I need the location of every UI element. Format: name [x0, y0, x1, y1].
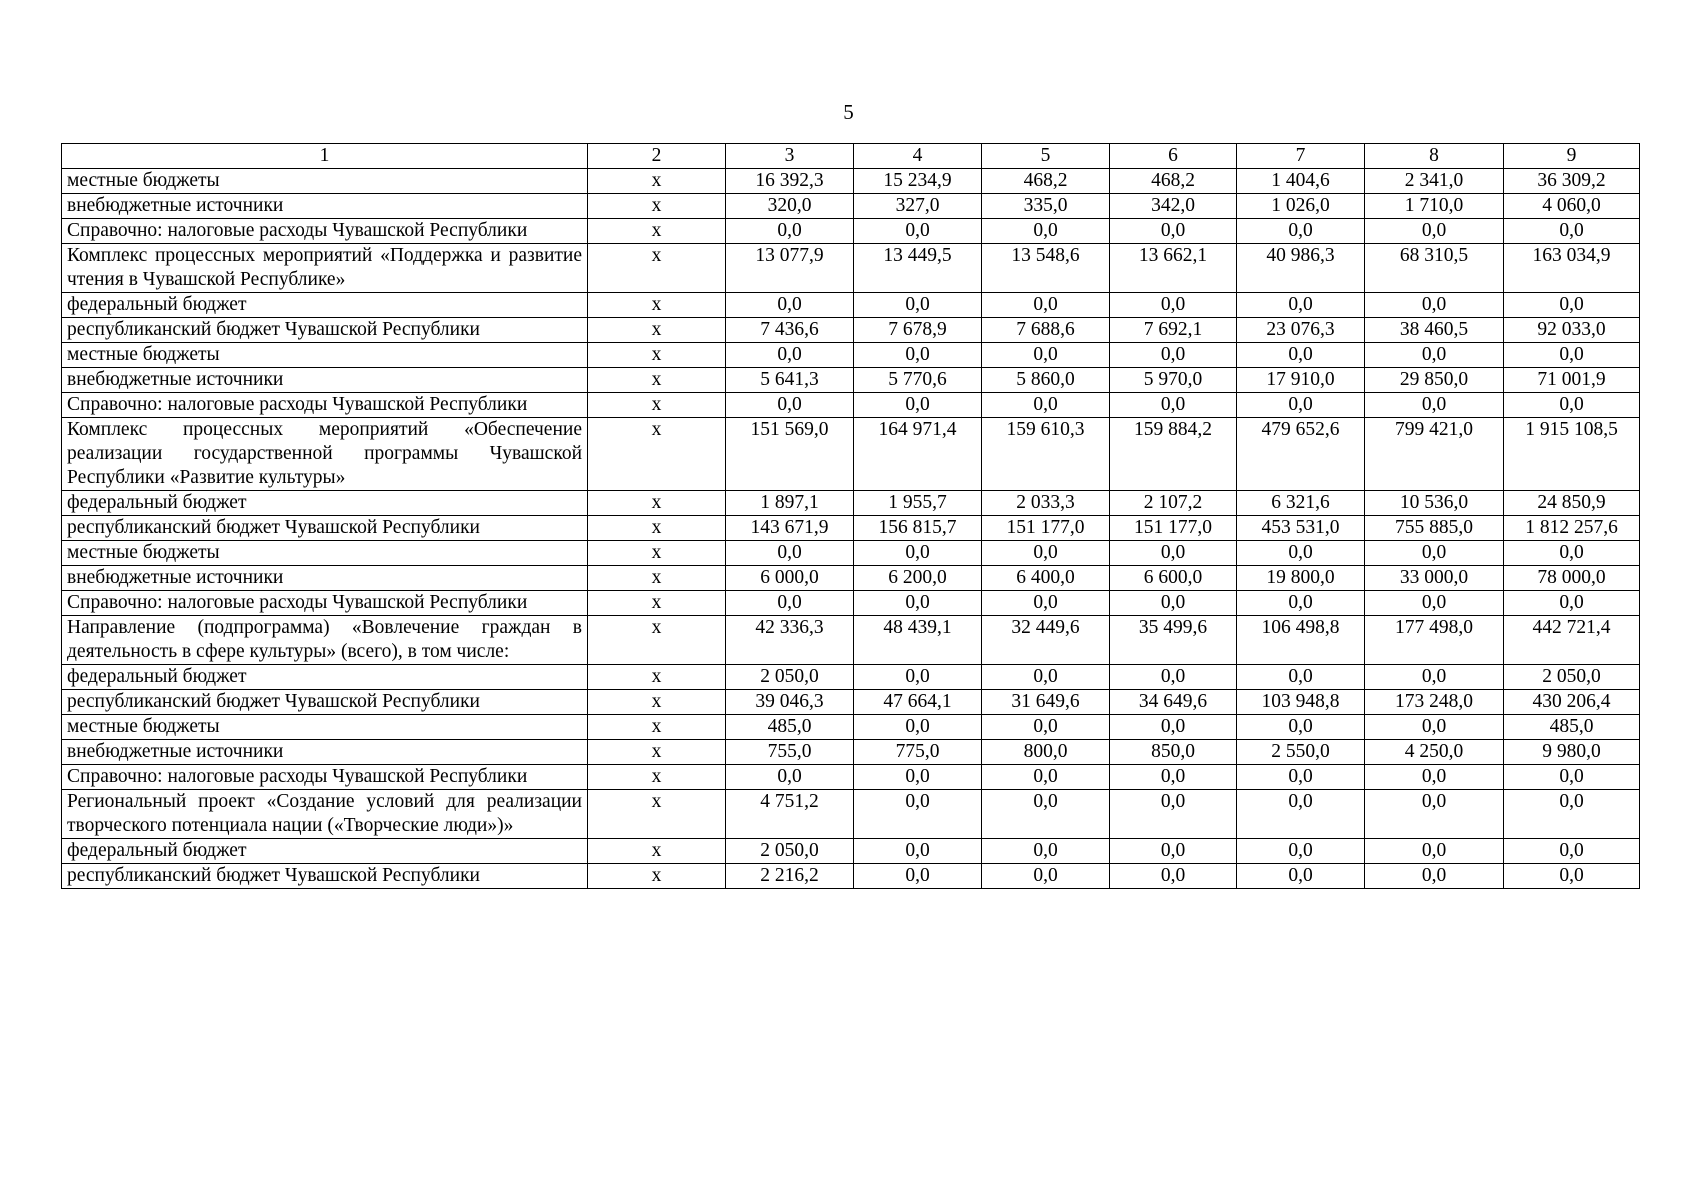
- row-value: 39 046,3: [726, 690, 854, 715]
- row-value: 6 600,0: [1110, 566, 1237, 591]
- row-value: 0,0: [854, 343, 982, 368]
- row-value: 0,0: [1365, 219, 1504, 244]
- row-value: 1 955,7: [854, 491, 982, 516]
- row-value: 342,0: [1110, 194, 1237, 219]
- row-value: 0,0: [726, 765, 854, 790]
- row-value: 0,0: [1110, 293, 1237, 318]
- row-value: 5 770,6: [854, 368, 982, 393]
- row-value: 0,0: [1504, 541, 1640, 566]
- row-value: 32 449,6: [982, 616, 1110, 665]
- row-value: 7 692,1: [1110, 318, 1237, 343]
- row-value: 0,0: [1110, 665, 1237, 690]
- row-code: x: [588, 665, 726, 690]
- row-value: 430 206,4: [1504, 690, 1640, 715]
- row-code: x: [588, 765, 726, 790]
- row-value: 0,0: [1504, 219, 1640, 244]
- row-value: 106 498,8: [1237, 616, 1365, 665]
- row-value: 0,0: [982, 864, 1110, 889]
- row-label: Комплекс процессных мероприятий «Поддержка и развитие чтения в Чувашской Республике»: [62, 244, 588, 293]
- row-value: 2 050,0: [726, 839, 854, 864]
- row-value: 1 812 257,6: [1504, 516, 1640, 541]
- table-row: [62, 839, 1640, 864]
- row-label: федеральный бюджет: [62, 665, 588, 690]
- row-value: 1 404,6: [1237, 169, 1365, 194]
- row-value: 0,0: [1237, 839, 1365, 864]
- table-row: [62, 790, 1640, 839]
- row-value: 78 000,0: [1504, 566, 1640, 591]
- row-code: x: [588, 715, 726, 740]
- row-value: 1 897,1: [726, 491, 854, 516]
- row-value: 0,0: [854, 839, 982, 864]
- row-value: 151 177,0: [982, 516, 1110, 541]
- table-row: [62, 169, 1640, 194]
- row-value: 453 531,0: [1237, 516, 1365, 541]
- row-value: 0,0: [982, 591, 1110, 616]
- row-value: 156 815,7: [854, 516, 982, 541]
- row-code: x: [588, 740, 726, 765]
- row-value: 0,0: [982, 839, 1110, 864]
- row-code: x: [588, 839, 726, 864]
- row-value: 479 652,6: [1237, 418, 1365, 491]
- row-value: 0,0: [1110, 591, 1237, 616]
- row-code: x: [588, 343, 726, 368]
- row-value: 0,0: [854, 864, 982, 889]
- row-value: 2 341,0: [1365, 169, 1504, 194]
- table-row: [62, 516, 1640, 541]
- row-value: 0,0: [1365, 541, 1504, 566]
- row-value: 5 641,3: [726, 368, 854, 393]
- row-value: 33 000,0: [1365, 566, 1504, 591]
- row-value: 103 948,8: [1237, 690, 1365, 715]
- row-code: x: [588, 541, 726, 566]
- row-value: 0,0: [726, 343, 854, 368]
- row-label: внебюджетные источники: [62, 566, 588, 591]
- row-value: 16 392,3: [726, 169, 854, 194]
- row-label: внебюджетные источники: [62, 194, 588, 219]
- row-value: 0,0: [982, 343, 1110, 368]
- column-number: 1: [62, 144, 588, 169]
- row-value: 1 026,0: [1237, 194, 1365, 219]
- row-value: 0,0: [1237, 541, 1365, 566]
- table-row: [62, 244, 1640, 293]
- row-value: 0,0: [1110, 219, 1237, 244]
- row-value: 0,0: [854, 790, 982, 839]
- row-value: 151 569,0: [726, 418, 854, 491]
- row-value: 0,0: [854, 541, 982, 566]
- row-value: 0,0: [1110, 765, 1237, 790]
- row-value: 10 536,0: [1365, 491, 1504, 516]
- row-label: местные бюджеты: [62, 541, 588, 566]
- row-value: 0,0: [1237, 864, 1365, 889]
- table-row: [62, 864, 1640, 889]
- row-label: внебюджетные источники: [62, 368, 588, 393]
- row-value: 159 884,2: [1110, 418, 1237, 491]
- row-value: 0,0: [1504, 393, 1640, 418]
- row-value: 68 310,5: [1365, 244, 1504, 293]
- row-value: 24 850,9: [1504, 491, 1640, 516]
- row-value: 2 033,3: [982, 491, 1110, 516]
- row-value: 0,0: [1237, 293, 1365, 318]
- table-row: [62, 765, 1640, 790]
- row-code: x: [588, 566, 726, 591]
- row-value: 0,0: [1365, 839, 1504, 864]
- column-number: 6: [1110, 144, 1237, 169]
- row-code: x: [588, 516, 726, 541]
- row-value: 0,0: [1504, 293, 1640, 318]
- row-value: 327,0: [854, 194, 982, 219]
- row-value: 9 980,0: [1504, 740, 1640, 765]
- row-value: 38 460,5: [1365, 318, 1504, 343]
- row-value: 2 107,2: [1110, 491, 1237, 516]
- row-code: x: [588, 591, 726, 616]
- row-value: 6 321,6: [1237, 491, 1365, 516]
- row-value: 0,0: [1365, 293, 1504, 318]
- row-value: 1 710,0: [1365, 194, 1504, 219]
- table-row: [62, 219, 1640, 244]
- row-label: Справочно: налоговые расходы Чувашской Республики: [62, 393, 588, 418]
- row-value: 177 498,0: [1365, 616, 1504, 665]
- page-number: 5: [843, 100, 854, 124]
- row-value: 6 000,0: [726, 566, 854, 591]
- row-value: 0,0: [1365, 393, 1504, 418]
- row-value: 0,0: [1504, 864, 1640, 889]
- row-value: 0,0: [854, 715, 982, 740]
- row-value: 35 499,6: [1110, 616, 1237, 665]
- row-value: 143 671,9: [726, 516, 854, 541]
- row-label: Справочно: налоговые расходы Чувашской Республики: [62, 765, 588, 790]
- row-value: 0,0: [1504, 343, 1640, 368]
- row-value: 0,0: [854, 665, 982, 690]
- row-code: x: [588, 368, 726, 393]
- row-value: 0,0: [982, 293, 1110, 318]
- row-value: 19 800,0: [1237, 566, 1365, 591]
- column-number-row: [62, 144, 1640, 169]
- row-value: 164 971,4: [854, 418, 982, 491]
- row-value: 1 915 108,5: [1504, 418, 1640, 491]
- row-value: 4 060,0: [1504, 194, 1640, 219]
- row-value: 13 548,6: [982, 244, 1110, 293]
- column-number: 4: [854, 144, 982, 169]
- row-code: x: [588, 418, 726, 491]
- row-value: 0,0: [1504, 765, 1640, 790]
- row-value: 0,0: [1237, 665, 1365, 690]
- row-label: Справочно: налоговые расходы Чувашской Республики: [62, 591, 588, 616]
- row-value: 6 200,0: [854, 566, 982, 591]
- row-label: местные бюджеты: [62, 343, 588, 368]
- row-value: 0,0: [1237, 715, 1365, 740]
- row-label: Комплекс процессных мероприятий «Обеспечение реализации государственной программы Чувашской Республики «Развитие культуры»: [62, 418, 588, 491]
- column-number: 3: [726, 144, 854, 169]
- row-value: 0,0: [1365, 591, 1504, 616]
- row-value: 799 421,0: [1365, 418, 1504, 491]
- row-label: республиканский бюджет Чувашской Республики: [62, 690, 588, 715]
- row-value: 48 439,1: [854, 616, 982, 665]
- row-label: местные бюджеты: [62, 169, 588, 194]
- row-value: 485,0: [1504, 715, 1640, 740]
- row-value: 163 034,9: [1504, 244, 1640, 293]
- table-row: [62, 566, 1640, 591]
- row-value: 800,0: [982, 740, 1110, 765]
- row-value: 320,0: [726, 194, 854, 219]
- row-value: 0,0: [1504, 591, 1640, 616]
- row-code: x: [588, 690, 726, 715]
- row-value: 47 664,1: [854, 690, 982, 715]
- row-value: 29 850,0: [1365, 368, 1504, 393]
- row-value: 335,0: [982, 194, 1110, 219]
- row-value: 0,0: [1237, 591, 1365, 616]
- row-code: x: [588, 219, 726, 244]
- row-label: республиканский бюджет Чувашской Республики: [62, 864, 588, 889]
- row-value: 0,0: [1110, 864, 1237, 889]
- row-value: 17 910,0: [1237, 368, 1365, 393]
- row-value: 173 248,0: [1365, 690, 1504, 715]
- row-value: 0,0: [854, 219, 982, 244]
- row-value: 850,0: [1110, 740, 1237, 765]
- row-value: 0,0: [982, 541, 1110, 566]
- table-row: [62, 368, 1640, 393]
- row-value: 0,0: [1110, 839, 1237, 864]
- row-code: x: [588, 790, 726, 839]
- table-row: [62, 194, 1640, 219]
- row-value: 0,0: [1110, 790, 1237, 839]
- table-row: [62, 393, 1640, 418]
- row-label: республиканский бюджет Чувашской Республики: [62, 516, 588, 541]
- row-value: 0,0: [726, 541, 854, 566]
- table-row: [62, 690, 1640, 715]
- row-value: 13 662,1: [1110, 244, 1237, 293]
- row-value: 2 050,0: [726, 665, 854, 690]
- table-row: [62, 740, 1640, 765]
- row-label: местные бюджеты: [62, 715, 588, 740]
- row-value: 755 885,0: [1365, 516, 1504, 541]
- row-value: 0,0: [1504, 790, 1640, 839]
- column-number: 7: [1237, 144, 1365, 169]
- row-code: x: [588, 864, 726, 889]
- column-number: 8: [1365, 144, 1504, 169]
- row-value: 0,0: [726, 393, 854, 418]
- table-row: [62, 318, 1640, 343]
- table-row: [62, 616, 1640, 665]
- row-code: x: [588, 293, 726, 318]
- row-code: x: [588, 244, 726, 293]
- column-number: 2: [588, 144, 726, 169]
- row-code: x: [588, 616, 726, 665]
- row-value: 0,0: [854, 293, 982, 318]
- table-row: [62, 293, 1640, 318]
- row-value: 31 649,6: [982, 690, 1110, 715]
- row-value: 0,0: [1237, 343, 1365, 368]
- row-code: x: [588, 491, 726, 516]
- table-row: [62, 418, 1640, 491]
- row-value: 468,2: [1110, 169, 1237, 194]
- row-value: 0,0: [982, 393, 1110, 418]
- row-value: 2 216,2: [726, 864, 854, 889]
- row-value: 0,0: [1237, 790, 1365, 839]
- row-value: 0,0: [726, 219, 854, 244]
- row-label: Региональный проект «Создание условий для реализации творческого потенциала нации («Творческие люди»)»: [62, 790, 588, 839]
- row-label: федеральный бюджет: [62, 839, 588, 864]
- row-value: 40 986,3: [1237, 244, 1365, 293]
- row-label: федеральный бюджет: [62, 293, 588, 318]
- table-row: [62, 491, 1640, 516]
- table-row: [62, 343, 1640, 368]
- row-value: 0,0: [854, 591, 982, 616]
- row-value: 0,0: [1365, 665, 1504, 690]
- row-value: 0,0: [1110, 393, 1237, 418]
- row-value: 159 610,3: [982, 418, 1110, 491]
- row-value: 0,0: [1110, 343, 1237, 368]
- row-value: 71 001,9: [1504, 368, 1640, 393]
- table-body: [62, 169, 1640, 889]
- row-label: Направление (подпрограмма) «Вовлечение граждан в деятельность в сфере культуры» (всего), в том числе:: [62, 616, 588, 665]
- row-value: 36 309,2: [1504, 169, 1640, 194]
- row-value: 92 033,0: [1504, 318, 1640, 343]
- row-label: республиканский бюджет Чувашской Республики: [62, 318, 588, 343]
- row-value: 42 336,3: [726, 616, 854, 665]
- row-value: 0,0: [854, 765, 982, 790]
- table-row: [62, 591, 1640, 616]
- row-value: 13 077,9: [726, 244, 854, 293]
- row-label: внебюджетные источники: [62, 740, 588, 765]
- table-row: [62, 665, 1640, 690]
- row-value: 0,0: [982, 219, 1110, 244]
- row-value: 0,0: [726, 591, 854, 616]
- row-value: 0,0: [1365, 715, 1504, 740]
- row-value: 15 234,9: [854, 169, 982, 194]
- row-value: 7 678,9: [854, 318, 982, 343]
- row-value: 0,0: [1365, 790, 1504, 839]
- row-value: 0,0: [1237, 219, 1365, 244]
- row-value: 5 860,0: [982, 368, 1110, 393]
- row-value: 442 721,4: [1504, 616, 1640, 665]
- row-code: x: [588, 169, 726, 194]
- row-value: 468,2: [982, 169, 1110, 194]
- row-value: 6 400,0: [982, 566, 1110, 591]
- row-value: 5 970,0: [1110, 368, 1237, 393]
- column-number: 9: [1504, 144, 1640, 169]
- row-value: 0,0: [1237, 765, 1365, 790]
- row-value: 4 250,0: [1365, 740, 1504, 765]
- row-value: 23 076,3: [1237, 318, 1365, 343]
- row-value: 2 050,0: [1504, 665, 1640, 690]
- row-value: 0,0: [854, 393, 982, 418]
- row-code: x: [588, 393, 726, 418]
- column-number: 5: [982, 144, 1110, 169]
- row-value: 0,0: [982, 765, 1110, 790]
- row-value: 0,0: [982, 665, 1110, 690]
- row-value: 0,0: [1110, 541, 1237, 566]
- row-code: x: [588, 194, 726, 219]
- row-value: 0,0: [726, 293, 854, 318]
- row-value: 7 436,6: [726, 318, 854, 343]
- table-row: [62, 715, 1640, 740]
- row-value: 0,0: [1365, 765, 1504, 790]
- row-value: 0,0: [1237, 393, 1365, 418]
- row-value: 0,0: [1365, 343, 1504, 368]
- row-value: 4 751,2: [726, 790, 854, 839]
- row-value: 2 550,0: [1237, 740, 1365, 765]
- row-label: федеральный бюджет: [62, 491, 588, 516]
- row-value: 775,0: [854, 740, 982, 765]
- row-value: 755,0: [726, 740, 854, 765]
- row-value: 0,0: [1504, 839, 1640, 864]
- row-value: 0,0: [982, 715, 1110, 740]
- row-value: 0,0: [1365, 864, 1504, 889]
- row-value: 7 688,6: [982, 318, 1110, 343]
- row-value: 485,0: [726, 715, 854, 740]
- row-label: Справочно: налоговые расходы Чувашской Республики: [62, 219, 588, 244]
- row-value: 0,0: [982, 790, 1110, 839]
- row-value: 0,0: [1110, 715, 1237, 740]
- row-value: 34 649,6: [1110, 690, 1237, 715]
- row-code: x: [588, 318, 726, 343]
- table-row: [62, 541, 1640, 566]
- row-value: 13 449,5: [854, 244, 982, 293]
- row-value: 151 177,0: [1110, 516, 1237, 541]
- budget-table: [61, 143, 1640, 889]
